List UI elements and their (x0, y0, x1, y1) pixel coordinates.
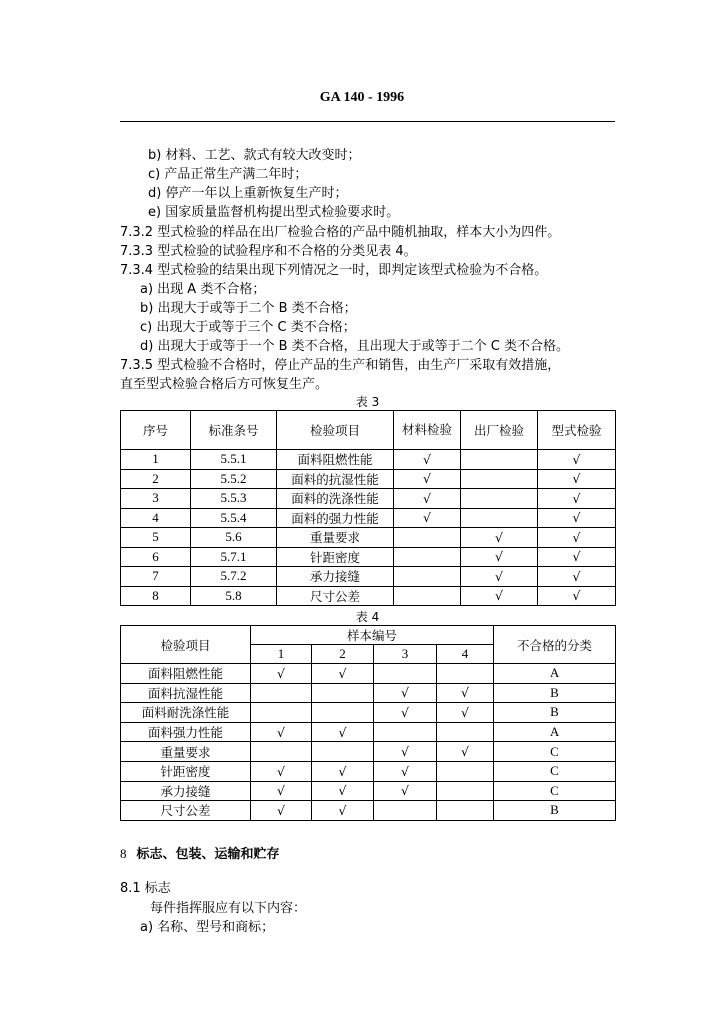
table3-cell: 3 (121, 489, 191, 509)
table4-cell: 针距密度 (121, 761, 251, 781)
table4-row (121, 664, 616, 684)
table3-row (121, 489, 616, 509)
table4-cell: √ (312, 664, 374, 684)
list-item-c2: c) 出现大于或等于三个 C 类不合格； (140, 320, 356, 335)
table4-cell: √ (251, 761, 312, 781)
list-item-c: c) 产品正常生产满二年时； (148, 167, 308, 182)
table4-row (121, 781, 616, 801)
table4-cell: 面料抗湿性能 (121, 683, 251, 703)
table3-header-cell: 出厂检验 (461, 411, 538, 450)
table4-row (121, 722, 616, 742)
table3-cell: √ (394, 508, 461, 528)
table3-row (121, 450, 616, 470)
list-item-d: d) 停产一年以上重新恢复生产时； (148, 186, 348, 201)
table3-header-cell: 检验项目 (277, 411, 394, 450)
table3-cell (394, 567, 461, 587)
table3-cell: √ (461, 547, 538, 567)
table4-cell (437, 801, 494, 821)
table4-cell: √ (374, 683, 437, 703)
table4-cell: 重量要求 (121, 742, 251, 762)
table4-cell: √ (251, 781, 312, 801)
table4-cell (312, 703, 374, 723)
table3-cell: √ (394, 469, 461, 489)
table3-cell: √ (538, 586, 616, 606)
table4-cell: 尺寸公差 (121, 801, 251, 821)
table4-row (121, 742, 616, 762)
table3-cell: 5.7.1 (191, 547, 277, 567)
table3-cell (461, 469, 538, 489)
section-8-1-item-a: a) 名称、型号和商标； (140, 920, 275, 935)
table3-cell: 5.5.2 (191, 469, 277, 489)
table3-cell (461, 450, 538, 470)
table4-cell (374, 664, 437, 684)
table3-cell (461, 508, 538, 528)
table3-cell: 面料的抗湿性能 (277, 469, 394, 489)
table3-cell: 5.8 (191, 586, 277, 606)
table3-cell: 面料阻燃性能 (277, 450, 394, 470)
table3-cell: √ (538, 567, 616, 587)
table3-header-cell: 标准条号 (191, 411, 277, 450)
table4-cell: √ (251, 722, 312, 742)
table3-cell (394, 528, 461, 548)
table3-cell (394, 547, 461, 567)
table4-cell: B (494, 683, 616, 703)
table3-cell: 针距密度 (277, 547, 394, 567)
table3-cell: √ (538, 508, 616, 528)
table4-cell: C (494, 781, 616, 801)
table4-cell (312, 742, 374, 762)
table4-cell: 承力接缝 (121, 781, 251, 801)
table4-cell (251, 683, 312, 703)
table3-cell: √ (394, 489, 461, 509)
table4-sample-number: 3 (374, 645, 437, 664)
table4-cell: √ (312, 722, 374, 742)
table3-row (121, 567, 616, 587)
table3-cell: 面料的洗涤性能 (277, 489, 394, 509)
list-item-b2: b) 出现大于或等于二个 B 类不合格； (140, 301, 357, 316)
table3-cell: 5.6 (191, 528, 277, 548)
table3-cell: 7 (121, 567, 191, 587)
table4-cell: 面料强力性能 (121, 722, 251, 742)
table4-row (121, 761, 616, 781)
table4-cell (437, 761, 494, 781)
list-item-d2: d) 出现大于或等于一个 B 类不合格，且出现大于或等于二个 C 类不合格。 (140, 339, 569, 354)
table4-cell: √ (312, 781, 374, 801)
clause-7-3-5: 7.3.5 型式检验不合格时，停止产品的生产和销售，由生产厂采取有效措施， (120, 358, 561, 373)
table3-cell: 1 (121, 450, 191, 470)
table4-cell: √ (374, 742, 437, 762)
table4-row (121, 801, 616, 821)
table3-row (121, 528, 616, 548)
table3-cell: √ (538, 489, 616, 509)
clause-7-3-4: 7.3.4 型式检验的结果出现下列情况之一时，即判定该型式检验为不合格。 (120, 263, 548, 278)
table4-header-class: 不合格的分类 (494, 626, 616, 664)
list-item-e: e) 国家质量监督机构提出型式检验要求时。 (148, 205, 400, 220)
header-rule (120, 121, 615, 122)
table4-cell (437, 664, 494, 684)
clause-7-3-2: 7.3.2 型式检验的样品在出厂检验合格的产品中随机抽取，样本大小为四件。 (120, 225, 561, 240)
table4-cell: B (494, 703, 616, 723)
table3-row (121, 586, 616, 606)
table3-cell: 5.5.1 (191, 450, 277, 470)
table4-row (121, 703, 616, 723)
table3-cell: 5.7.2 (191, 567, 277, 587)
section-8-title: 标志、包装、运输和贮存 (136, 847, 280, 862)
table3-caption: 表 3 (355, 395, 380, 409)
table3-header-cell: 序号 (121, 411, 191, 450)
table3-cell: √ (538, 528, 616, 548)
clause-7-3-3: 7.3.3 型式检验的试验程序和不合格的分类见表 4。 (120, 244, 417, 259)
table3-cell: √ (394, 450, 461, 470)
table3-cell: 重量要求 (277, 528, 394, 548)
table4-cell: √ (374, 781, 437, 801)
table3-cell: 4 (121, 508, 191, 528)
table4-cell (312, 683, 374, 703)
table3-cell: 6 (121, 547, 191, 567)
table3-cell: √ (461, 586, 538, 606)
table3-cell: 面料的强力性能 (277, 508, 394, 528)
table-3 (120, 410, 616, 606)
table4-cell: √ (312, 801, 374, 821)
table3-cell: 5.5.4 (191, 508, 277, 528)
table4-cell: √ (251, 664, 312, 684)
table4-cell: √ (437, 683, 494, 703)
table4-cell: C (494, 761, 616, 781)
table3-cell (394, 586, 461, 606)
table3-cell: 承力接缝 (277, 567, 394, 587)
table3-cell: 8 (121, 586, 191, 606)
table3-header-row (121, 411, 616, 450)
table4-cell (251, 703, 312, 723)
table4-header-item: 检验项目 (121, 626, 251, 664)
table3-cell: √ (538, 450, 616, 470)
table3-cell: √ (538, 469, 616, 489)
table-4 (120, 625, 616, 821)
section-8-1-intro: 每件指挥服应有以下内容： (150, 901, 307, 916)
table4-cell (374, 801, 437, 821)
table4-cell: C (494, 742, 616, 762)
section-8-heading (120, 843, 280, 862)
list-item-b: b) 材料、工艺、款式有较大改变时； (148, 148, 361, 163)
table4-cell: 面料阻燃性能 (121, 664, 251, 684)
table4-row (121, 683, 616, 703)
table4-cell: 面料耐洗涤性能 (121, 703, 251, 723)
clause-7-3-5-cont: 直至型式检验合格后方可恢复生产。 (120, 377, 329, 392)
table3-cell: √ (461, 528, 538, 548)
document-header: GA 140 - 1996 (319, 90, 405, 105)
table4-cell (437, 722, 494, 742)
table4-cell (251, 742, 312, 762)
table4-cell: B (494, 801, 616, 821)
table4-header-sample: 样本编号 (251, 626, 494, 645)
table4-cell: A (494, 722, 616, 742)
table3-header-cell: 型式检验 (538, 411, 616, 450)
table4-sample-number: 1 (251, 645, 312, 664)
table4-cell: √ (251, 801, 312, 821)
table4-cell: √ (374, 761, 437, 781)
table4-cell (374, 722, 437, 742)
table3-row (121, 469, 616, 489)
table3-row (121, 508, 616, 528)
table4-header-row (121, 626, 616, 645)
table4-cell: A (494, 664, 616, 684)
table4-cell: √ (374, 703, 437, 723)
table4-cell: √ (437, 742, 494, 762)
table3-cell: 2 (121, 469, 191, 489)
table3-row (121, 547, 616, 567)
table3-cell: 尺寸公差 (277, 586, 394, 606)
table4-cell (437, 781, 494, 801)
table4-cell: √ (437, 703, 494, 723)
table3-header-cell: 材料检验 (394, 411, 461, 450)
table3-cell: 5.5.3 (191, 489, 277, 509)
section-8-number: 8 (120, 846, 127, 861)
table4-sample-number: 4 (437, 645, 494, 664)
table3-cell: √ (461, 567, 538, 587)
table4-sample-number: 2 (312, 645, 374, 664)
table3-cell: 5 (121, 528, 191, 548)
table3-cell (461, 489, 538, 509)
section-8-1-heading: 8.1 标志 (120, 881, 171, 896)
table4-caption: 表 4 (355, 610, 380, 624)
table4-cell: √ (312, 761, 374, 781)
list-item-a: a) 出现 A 类不合格； (140, 282, 266, 297)
table3-cell: √ (538, 547, 616, 567)
